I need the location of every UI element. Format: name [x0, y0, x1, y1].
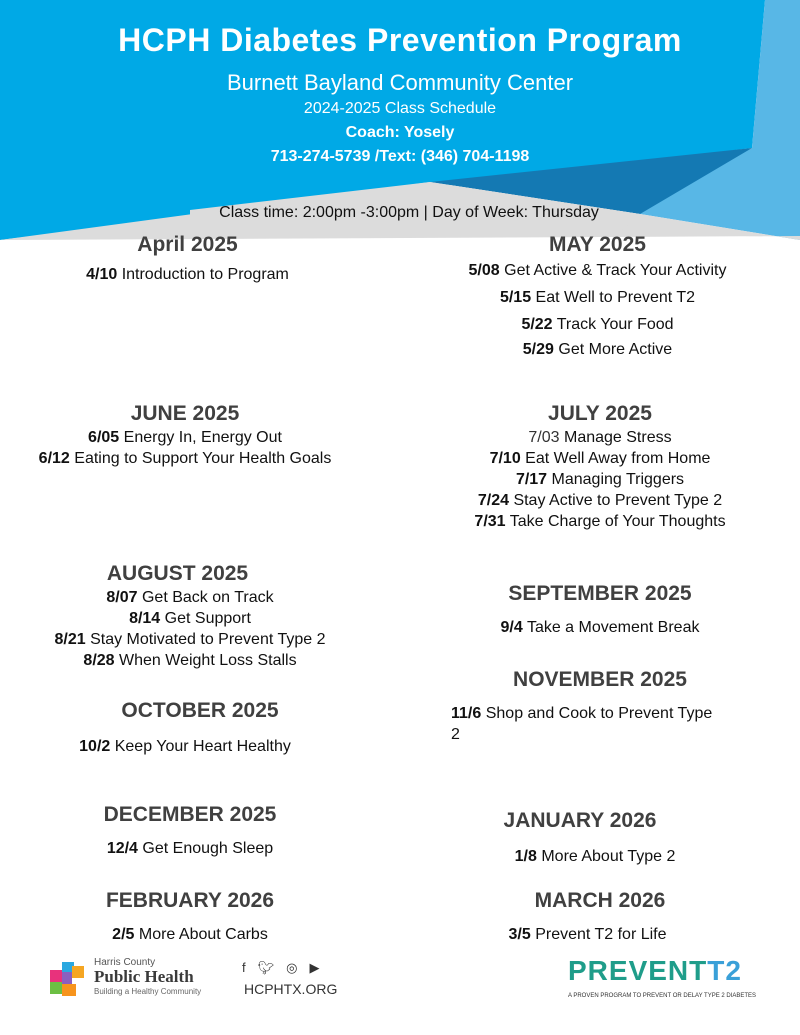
session-item [20, 629, 360, 650]
hcph-logo-icon [48, 960, 88, 1000]
session-date: 5/15 [499, 289, 532, 306]
t2-text: T2 [707, 955, 742, 986]
session-item [20, 838, 360, 859]
month-heading: April 2025 [137, 233, 238, 256]
session-date: 5/29 [522, 341, 554, 358]
contact-phone: 713-274-5739 /Text: (346) 704-1198 [270, 148, 530, 165]
social-links [242, 960, 319, 976]
month-heading: SEPTEMBER 2025 [508, 582, 692, 605]
session-date: 7/03 [528, 429, 560, 446]
session-date: 8/28 [83, 652, 115, 669]
prevent-t2-logo [568, 955, 757, 999]
session-topic: Stay Motivated to Prevent Type 2 [90, 631, 326, 648]
twitter-icon[interactable]: 🐦︎ [257, 960, 275, 975]
month-heading: JUNE 2025 [130, 402, 240, 425]
session-date: 5/08 [468, 262, 500, 279]
prevent-text: PREVENT [568, 955, 708, 986]
session-topic: Eating to Support Your Health Goals [74, 450, 332, 467]
session-date: 6/12 [38, 450, 70, 467]
hcph-county: Harris County [94, 957, 156, 968]
month-february-2026 [20, 888, 360, 945]
hcph-name: Public Health [94, 967, 194, 986]
session-date: 7/10 [489, 450, 521, 467]
session-item [30, 736, 340, 757]
session-topic: Get More Active [558, 341, 673, 358]
month-heading: MAY 2025 [549, 233, 646, 256]
session-date: 8/07 [106, 589, 138, 606]
month-january-2026 [410, 808, 750, 867]
session-item [440, 427, 760, 448]
youtube-icon[interactable]: ▶ [309, 960, 320, 975]
session-date: 8/21 [54, 631, 86, 648]
session-topic: More About Carbs [138, 926, 268, 943]
month-march-2026 [430, 888, 770, 945]
month-july-2025 [440, 401, 760, 532]
session-date: 8/14 [129, 610, 161, 627]
session-item [20, 650, 360, 671]
location-name: Burnett Bayland Community Center [226, 70, 574, 95]
session-date: 1/8 [514, 848, 537, 865]
session-item [440, 846, 750, 867]
month-december-2025 [20, 802, 360, 859]
session-date: 2/5 [112, 926, 135, 943]
session-date: 10/2 [79, 738, 111, 755]
session-topic: Get Active & Track Your Activity [504, 262, 727, 279]
session-topic: Manage Stress [563, 429, 672, 446]
session-date: 7/17 [515, 471, 548, 488]
month-heading: NOVEMBER 2025 [513, 668, 687, 691]
session-date: 12/4 [106, 840, 138, 857]
month-heading: OCTOBER 2025 [121, 699, 279, 722]
session-item [20, 264, 355, 285]
session-item [440, 448, 760, 469]
month-november-2025 [430, 667, 770, 745]
session-date: 6/05 [88, 429, 120, 446]
month-april-2025 [20, 232, 355, 285]
prevent-tagline: A PROVEN PROGRAM TO PREVENT OR DELAY TYPE 2 DIABETES [568, 993, 757, 999]
session-date: 4/10 [86, 266, 118, 283]
session-topic: Energy In, Energy Out [123, 429, 282, 446]
session-topic: Get Back on Track [141, 589, 274, 606]
session-item [451, 703, 721, 745]
session-item [440, 469, 760, 490]
program-title: HCPH Diabetes Prevention Program [118, 22, 682, 58]
session-topic: Stay Active to Prevent Type 2 [513, 492, 723, 509]
session-item [20, 587, 360, 608]
session-topic: Managing Triggers [551, 471, 685, 488]
session-item [430, 284, 765, 312]
hcph-tagline: Building a Healthy Community [94, 987, 202, 996]
session-item [20, 924, 360, 945]
session-topic: Eat Well Away from Home [525, 450, 711, 467]
facebook-icon[interactable]: f [242, 960, 246, 975]
session-item [430, 258, 765, 284]
instagram-icon[interactable]: ◎ [286, 960, 298, 975]
month-heading: AUGUST 2025 [106, 562, 249, 585]
month-june-2025 [15, 401, 355, 469]
session-item [15, 448, 355, 469]
month-heading: MARCH 2026 [534, 889, 666, 912]
month-august-2025 [20, 561, 360, 671]
prevent-word [568, 955, 742, 986]
session-date: 11/6 [451, 705, 482, 722]
session-date: 3/5 [508, 926, 531, 943]
session-item [440, 511, 760, 532]
session-topic: Introduction to Program [121, 266, 289, 283]
session-item [430, 617, 770, 638]
month-heading: JULY 2025 [548, 402, 652, 425]
session-item [15, 427, 355, 448]
session-item [430, 312, 765, 338]
session-item [430, 338, 765, 362]
month-heading: FEBRUARY 2026 [105, 889, 275, 912]
website-link[interactable]: HCPHTX.ORG [244, 981, 338, 997]
session-topic: Shop and Cook to Prevent Type 2 [451, 705, 713, 743]
session-topic: Take Charge of Your Thoughts [509, 513, 726, 530]
month-september-2025 [430, 581, 770, 638]
session-topic: More About Type 2 [541, 848, 676, 865]
month-heading: JANUARY 2026 [503, 809, 657, 832]
session-date: 9/4 [500, 619, 523, 636]
session-topic: Prevent T2 for Life [535, 926, 667, 943]
session-item [430, 924, 745, 945]
schedule-year: 2024-2025 Class Schedule [303, 100, 497, 117]
month-may-2025 [430, 232, 765, 362]
month-october-2025 [30, 698, 370, 757]
class-time: Class time: 2:00pm -3:00pm | Day of Week: Thursday [219, 204, 599, 221]
session-topic: Get Enough Sleep [142, 840, 274, 857]
session-topic: Keep Your Heart Healthy [114, 738, 291, 755]
month-heading: DECEMBER 2025 [103, 803, 277, 826]
session-item [440, 490, 760, 511]
coach-name: Coach: Yosely [345, 124, 455, 141]
session-topic: Track Your Food [556, 316, 674, 333]
session-topic: When Weight Loss Stalls [119, 652, 297, 669]
session-item [20, 608, 360, 629]
session-topic: Take a Movement Break [526, 619, 700, 636]
session-topic: Eat Well to Prevent T2 [535, 289, 696, 306]
session-topic: Get Support [164, 610, 251, 627]
session-date: 7/24 [477, 492, 509, 509]
session-date: 5/22 [521, 316, 553, 333]
session-date: 7/31 [474, 513, 506, 530]
